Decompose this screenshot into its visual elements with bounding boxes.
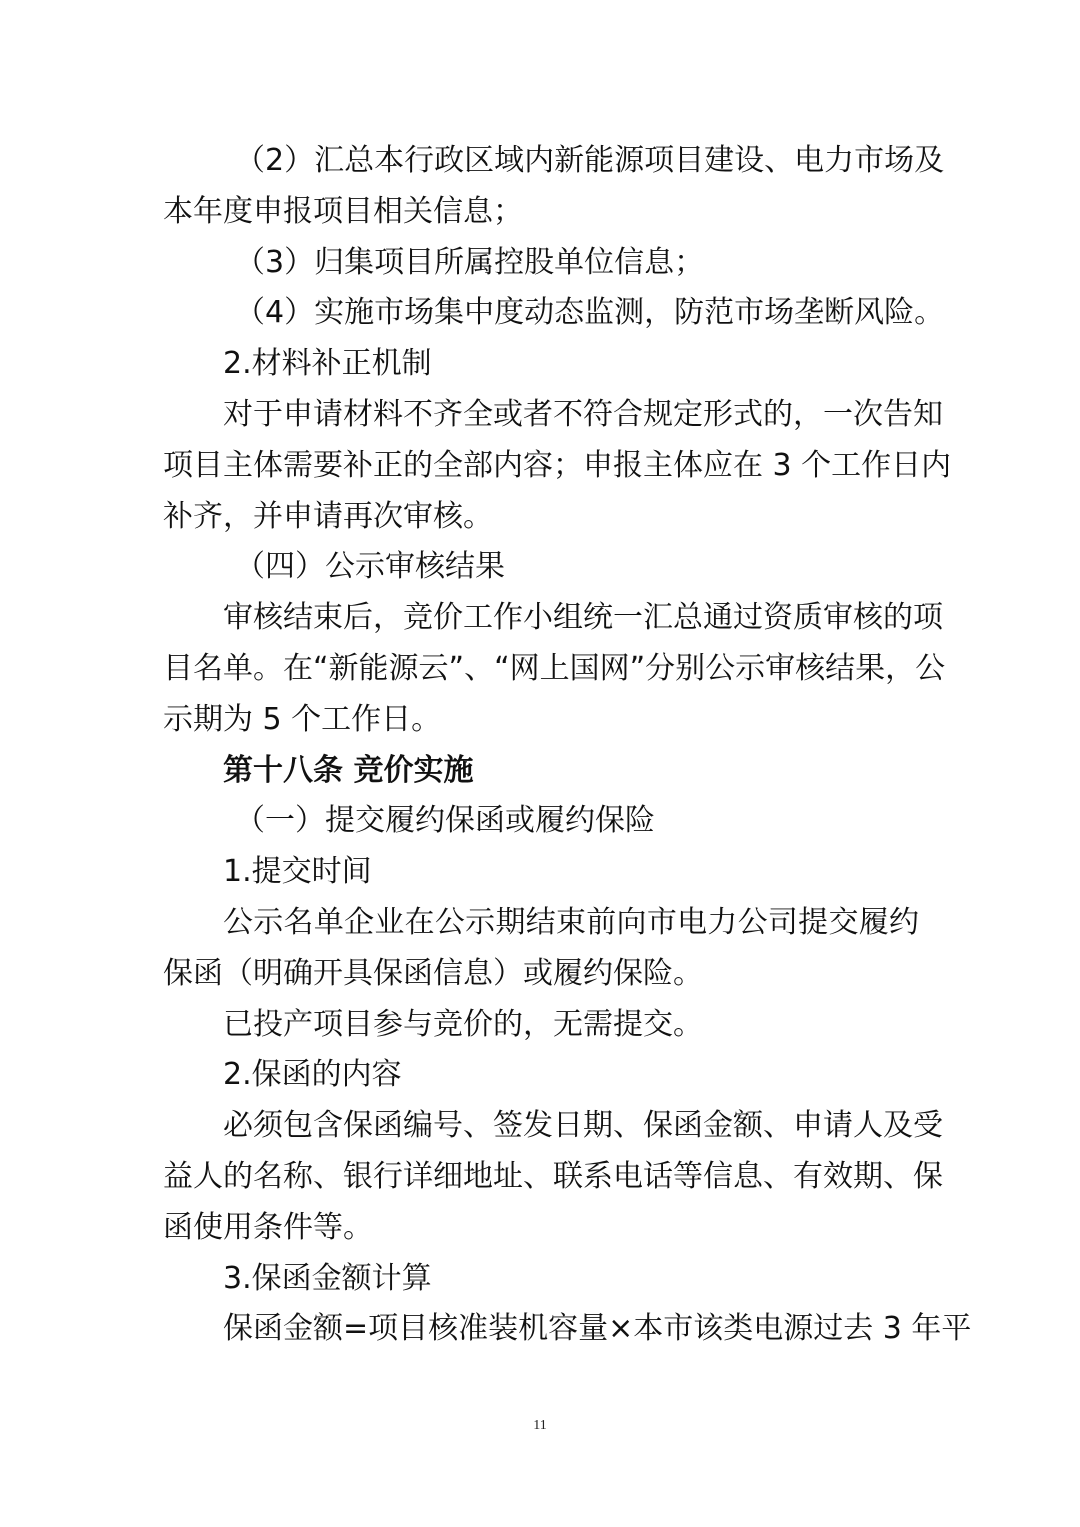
paragraph-line: 必须包含保函编号、签发日期、保函金额、申请人及受 [223,1108,943,1144]
page-number: 11 [533,1418,547,1433]
paragraph-line: 益人的名称、银行详细地址、联系电话等信息、有效期、保 [163,1158,943,1194]
paragraph-line: 示期为 5 个工作日。 [163,701,442,737]
paragraph-line: 审核结束后，竞价工作小组统一汇总通过资质审核的项 [223,600,943,636]
subheading-guarantee-content: 2.保函的内容 [223,1057,402,1093]
paragraph-line: 项目主体需要补正的全部内容；申报主体应在 3 个工作日内 [163,447,952,483]
subheading-material-correction: 2.材料补正机制 [223,346,432,382]
paragraph-line: 目名单。在“新能源云”、“网上国网”分别公示审核结果，公 [163,650,946,686]
paragraph-line: 补齐，并申请再次审核。 [163,498,493,534]
list-item-3: （3）归集项目所属控股单位信息； [235,244,705,280]
section-heading-publish-results: （四）公示审核结果 [235,549,505,585]
paragraph-line: 保函（明确开具保函信息）或履约保险。 [163,955,703,991]
subheading-guarantee-amount: 3.保函金额计算 [223,1260,432,1296]
list-item-2-continued: 本年度申报项目相关信息； [163,193,523,229]
paragraph-line: 已投产项目参与竞价的，无需提交。 [223,1006,703,1042]
list-item-2: （2）汇总本行政区域内新能源项目建设、电力市场及 [235,143,945,178]
list-item-4: （4）实施市场集中度动态监测，防范市场垄断风险。 [235,295,945,331]
paragraph-line: 函使用条件等。 [163,1209,373,1245]
subheading-submission-time: 1.提交时间 [223,854,372,890]
paragraph-line: 公示名单企业在公示期结束前向市电力公司提交履约 [223,904,919,940]
paragraph-line: 保函金额=项目核准装机容量×本市该类电源过去 3 年平 [223,1311,972,1347]
paragraph-line: 对于申请材料不齐全或者不符合规定形式的，一次告知 [223,396,943,432]
article-heading: 第十八条 竞价实施 [223,752,474,788]
document-body [163,136,972,1355]
section-heading-performance-guarantee: （一）提交履约保函或履约保险 [235,803,655,839]
